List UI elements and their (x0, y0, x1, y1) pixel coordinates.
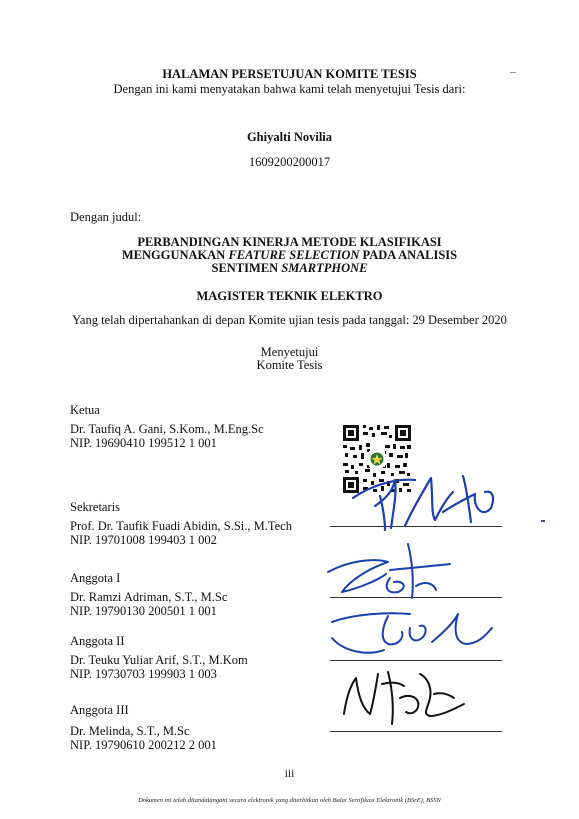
approval-statement: Dengan ini kami menyatakan bahwa kami telah menyetujui Tesis dari: (113, 82, 466, 96)
committee-name-anggota-1: Dr. Ramzi Adriman, S.T., M.Sc (70, 590, 228, 604)
student-name: Ghiyalti Novilia (246, 130, 333, 144)
committee-name-anggota-2: Dr. Teuku Yuliar Arif, S.T., M.Kom (70, 653, 248, 667)
committee-role-anggota-2: Anggota II (70, 634, 125, 648)
committee-nip-ketua: NIP. 19690410 199512 1 001 (70, 436, 217, 450)
thesis-title-line-3 (0, 261, 579, 276)
committee-role-anggota-3: Anggota III (70, 703, 129, 717)
committee-nip-sekretaris: NIP. 19701008 199403 1 002 (70, 533, 217, 547)
committee-role-anggota-1: Anggota I (70, 571, 121, 585)
signature-line-anggota-3 (330, 731, 502, 732)
signature-anggota-3 (336, 664, 486, 729)
page-number: iii (284, 768, 295, 780)
thesis-title-line-3-start: SENTIMEN (211, 261, 282, 275)
signature-ketua (335, 468, 510, 533)
committee-name-sekretaris: Prof. Dr. Taufik Fuadi Abidin, S.Si., M.Tech (70, 519, 292, 533)
program-name: MAGISTER TEKNIK ELEKTRO (196, 289, 383, 303)
student-id: 1609200200017 (248, 155, 331, 169)
thesis-title-italic-term: FEATURE SELECTION (228, 248, 360, 262)
committee-name-ketua: Dr. Taufiq A. Gani, S.Kom., M.Eng.Sc (70, 422, 264, 436)
thesis-title-line-2-end: PADA ANALISIS (359, 248, 458, 262)
signature-anggota-2 (328, 608, 498, 663)
committee-name-anggota-3: Dr. Melinda, S.T., M.Sc (70, 724, 190, 738)
scan-mark-right (541, 520, 545, 522)
defense-statement: Yang telah dipertahankan di depan Komite ujian tesis pada tanggal: 29 Desember 2020 (72, 313, 507, 327)
committee-role-sekretaris: Sekretaris (70, 500, 120, 514)
committee-role-ketua: Ketua (70, 403, 100, 417)
committee-nip-anggota-1: NIP. 19790130 200501 1 001 (70, 604, 217, 618)
thesis-title-line-1: PERBANDINGAN KINERJA METODE KLASIFIKASI (137, 235, 442, 249)
scan-mark-top (510, 72, 516, 73)
thesis-title-line-2-start: MENGGUNAKAN (121, 248, 229, 262)
approval-line-1: Menyetujui (260, 345, 319, 359)
signature-anggota-1 (320, 540, 470, 605)
committee-nip-anggota-3: NIP. 19790610 200212 2 001 (70, 738, 217, 752)
page-title: HALAMAN PERSETUJUAN KOMITE TESIS (162, 67, 417, 81)
e-signature-footer: Dokumen ini telah ditandatangani secara elektronik yang diterbitkan oleh Balai Sertifikasi Elektronik (BSrE), BSSN (138, 797, 441, 804)
title-label: Dengan judul: (70, 210, 142, 224)
thesis-title-italic-term-2: SMARTPHONE (281, 261, 368, 275)
approval-line-2: Komite Tesis (256, 358, 323, 372)
committee-nip-anggota-2: NIP. 19730703 199903 1 003 (70, 667, 217, 681)
